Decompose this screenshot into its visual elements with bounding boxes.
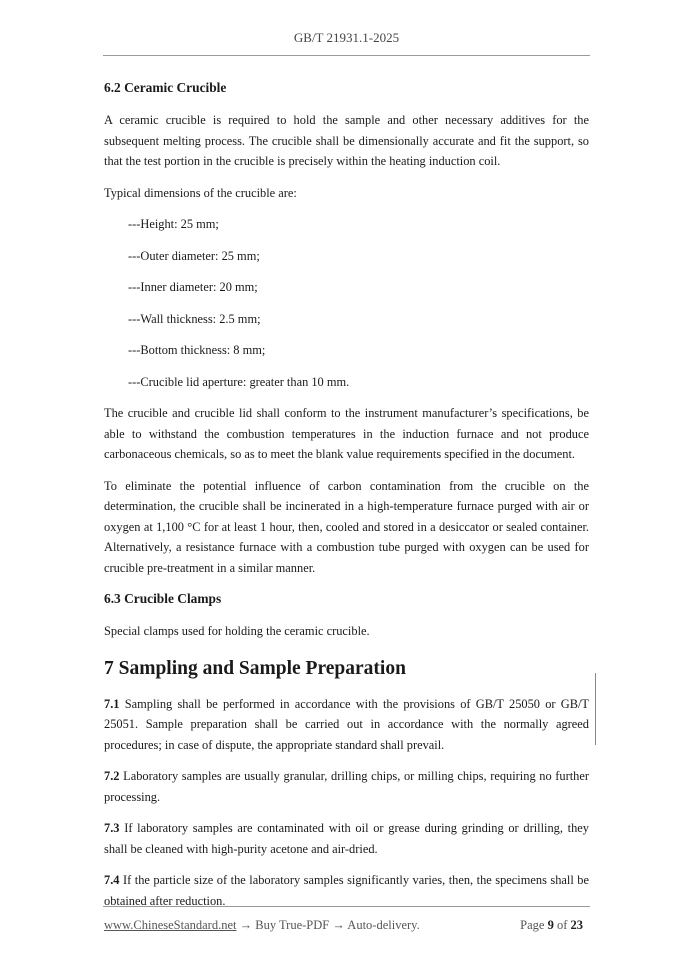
- page-label: Page: [520, 918, 548, 932]
- section-7-clauses: [104, 694, 589, 912]
- clause-7-2: [104, 766, 589, 807]
- section-7-heading: 7 Sampling and Sample Preparation: [104, 657, 406, 679]
- dimension-item-bottom-thickness: ---Bottom thickness: 8 mm;: [128, 343, 266, 357]
- dimension-item-wall-thickness: ---Wall thickness: 2.5 mm;: [128, 311, 261, 326]
- of-label: of: [553, 918, 571, 932]
- footer-promo: [104, 918, 420, 933]
- page-header: GB/T 21931.1-2025: [293, 30, 400, 45]
- dimension-item-outer-diameter: ---Outer diameter: 25 mm;: [128, 248, 260, 263]
- clause-7-4: [104, 870, 589, 911]
- footer-tagline: → Buy True-PDF → Auto-delivery.: [236, 918, 420, 932]
- clause-number: 7.1: [104, 696, 120, 711]
- section-6-2-paragraph-1: A ceramic crucible is required to hold the sample and other necessary additives for the subsequent melting process. The crucible shall be dimensionally accurate and fit the support, so that the test portion in the crucible is precisely within the heating induction coil.: [104, 113, 589, 168]
- header-divider: [103, 55, 590, 56]
- dimension-item-inner-diameter: ---Inner diameter: 20 mm;: [128, 280, 258, 294]
- clause-text: If the particle size of the laboratory samples significantly varies, then, the specimens shall be obtained after reduction.: [104, 873, 589, 908]
- page-total: 23: [570, 918, 583, 932]
- clause-text: Sampling shall be performed in accordance with the provisions of GB/T 25050 or GB/T 25051. Sample preparation shall be carried out in accordance with the normally agreed procedures; in case of dispute, the appropriate standard shall prevail.: [104, 696, 589, 752]
- clause-number: 7.4: [104, 873, 120, 887]
- change-bar: [595, 673, 596, 745]
- clause-7-3: [104, 818, 589, 859]
- clause-number: 7.3: [104, 821, 120, 835]
- page-number: 9: [547, 918, 554, 932]
- clause-text: If laboratory samples are contaminated with oil or grease during grinding or drilling, they shall be cleaned with high-purity acetone and air-dried.: [104, 821, 589, 856]
- dimension-item-lid-aperture: ---Crucible lid aperture: greater than 10 mm.: [128, 374, 350, 389]
- clause-7-1: [104, 694, 589, 756]
- site-link[interactable]: www.ChineseStandard.net: [104, 918, 237, 932]
- clause-text: Laboratory samples are usually granular, drilling chips, or milling chips, requiring no further processing.: [104, 769, 589, 804]
- clause-number: 7.2: [104, 769, 120, 783]
- section-6-2-heading: 6.2 Ceramic Crucible: [104, 80, 227, 95]
- section-6-2-paragraph-4: To eliminate the potential influence of carbon contamination from the crucible on the determination, the crucible shall be incinerated in a high-temperature furnace purged with air or oxygen at 1,100 °C for at least 1 hour, then, cooled and stored in a desiccator or sealed container. Alternatively, a resistance furnace with a combustion tube purged with oxygen can be used for crucible pre-treatment in a similar manner.: [104, 478, 589, 575]
- footer-divider: [103, 906, 590, 907]
- document-body: [104, 78, 589, 922]
- page-indicator: [520, 918, 583, 933]
- section-6-3-heading: 6.3 Crucible Clamps: [104, 591, 222, 606]
- section-6-2-paragraph-3: The crucible and crucible lid shall conform to the instrument manufacturer’s specifications, be able to withstand the combustion temperatures in the induction furnace and not produce carbonaceous chemicals, so as to meet the blank value requirements specified in the document.: [104, 406, 589, 461]
- dimension-item-height: ---Height: 25 mm;: [128, 217, 219, 231]
- section-6-3-paragraph-1: Special clamps used for holding the ceramic crucible.: [104, 624, 370, 638]
- section-6-2-paragraph-2: Typical dimensions of the crucible are:: [104, 185, 297, 200]
